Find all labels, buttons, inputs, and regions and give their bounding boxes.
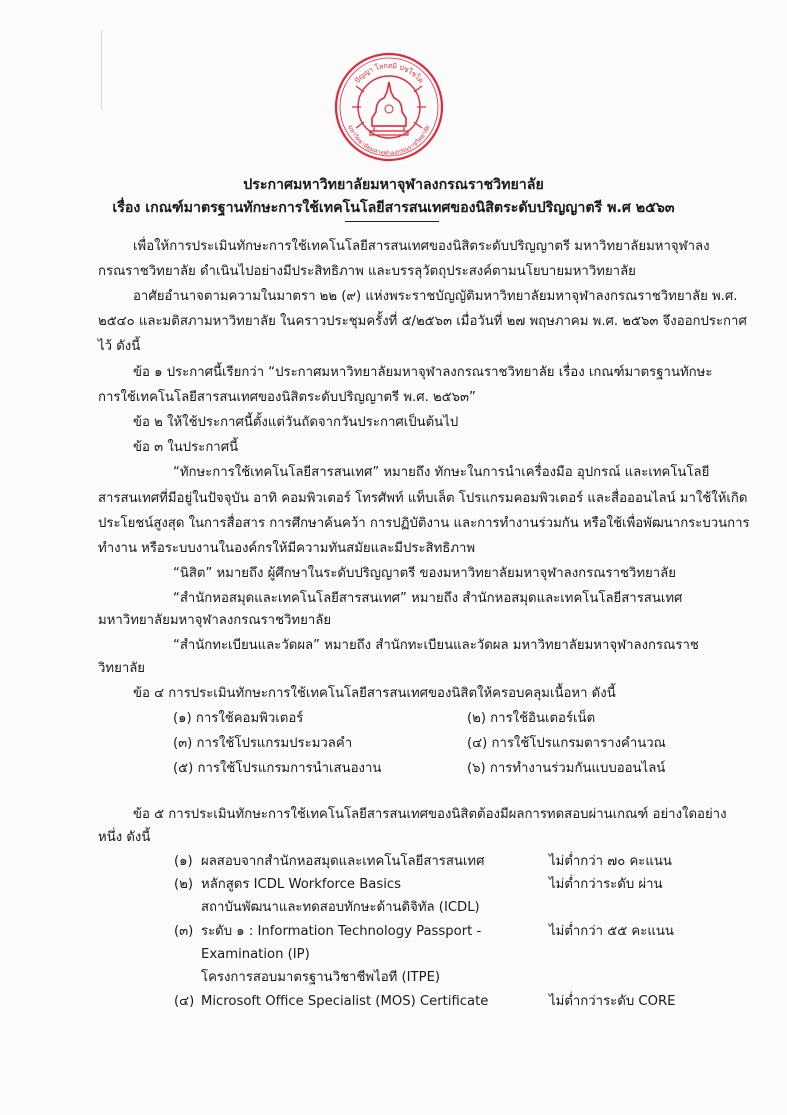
criterion-number: (๔) xyxy=(174,994,195,1009)
definition-3-line-1: “สำนักหอสมุดและเทคโนโลยีสารสนเทศ” หมายถึง สำนักหอสมุดและเทคโนโลยีสารสนเทศ xyxy=(173,591,683,606)
seal-top-text: ปัญญา โลกสมิ ปชโชโต xyxy=(353,61,425,85)
scan-artifact-line xyxy=(101,30,102,110)
criterion-threshold: ไม่ต่ำกว่าระดับ ผ่าน xyxy=(549,877,663,892)
seal-bottom-text: มหาวิทยาลัยมหาจุฬาลงกรณราชวิทยาลัย xyxy=(346,124,432,158)
definition-4-line-2: วิทยาลัย xyxy=(98,661,146,676)
definition-3-line-2: มหาวิทยาลัยมหาจุฬาลงกรณราชวิทยาลัย xyxy=(98,613,332,628)
clause-1-line-2: การใช้เทคโนโลยีสารสนเทศของนิสิตระดับปริญญาตรี พ.ศ. ๒๕๖๓” xyxy=(98,390,476,405)
criterion-text: โครงการสอบมาตรฐานวิชาชีพไอที (ITPE) xyxy=(201,970,441,985)
topic-item: (๕) การใช้โปรแกรมการนำเสนองาน xyxy=(173,761,382,776)
definition-4-line-1: “สำนักทะเบียนและวัดผล” หมายถึง สำนักทะเบียนและวัดผล มหาวิทยาลัยมหาจุฬาลงกรณราช xyxy=(173,638,699,653)
topic-item: (๑) การใช้คอมพิวเตอร์ xyxy=(173,711,304,726)
criterion-number: (๓) xyxy=(174,924,194,939)
criterion-threshold: ไม่ต่ำกว่าระดับ CORE xyxy=(549,994,676,1009)
preamble-line-2: กรณราชวิทยาลัย ดำเนินไปอย่างมีประสิทธิภาพ และบรรลุวัตถุประสงค์ตามนโยบายมหาวิทยาลัย xyxy=(98,264,636,279)
clause-4: ข้อ ๔ การประเมินทักษะการใช้เทคโนโลยีสารสนเทศของนิสิตให้ครอบคลุมเนื้อหา ดังนี้ xyxy=(133,686,616,701)
criterion-text: ระดับ ๑ : Information Technology Passport - xyxy=(201,924,482,939)
clause-2: ข้อ ๒ ให้ใช้ประกาศนี้ตั้งแต่วันถัดจากวันประกาศเป็นต้นไป xyxy=(133,415,459,430)
criterion-number: (๒) xyxy=(174,877,193,892)
clause-5-line-2: หนึ่ง ดังนี้ xyxy=(98,830,151,845)
criterion-number: (๑) xyxy=(174,854,193,869)
clause-5-line-1: ข้อ ๕ การประเมินทักษะการใช้เทคโนโลยีสารสนเทศของนิสิตต้องมีผลการทดสอบผ่านเกณฑ์ อย่างใดอย่าง xyxy=(133,807,727,822)
criterion-text: ผลสอบจากสำนักหอสมุดและเทคโนโลยีสารสนเทศ xyxy=(201,854,485,869)
criterion-threshold: ไม่ต่ำกว่า ๗๐ คะแนน xyxy=(549,854,672,869)
topic-item: (๒) การใช้อินเตอร์เน็ต xyxy=(467,711,596,726)
definition-1-line-2: สารสนเทศที่มีอยู่ในปัจจุบัน อาทิ คอมพิวเตอร์ โทรศัพท์ แท็บเล็ต โปรแกรมคอมพิวเตอร์ และสื่อออนไลน์ มาใช้ให้เกิด xyxy=(98,491,748,506)
criterion-text: สถาบันพัฒนาและทดสอบทักษะด้านดิจิทัล (ICDL) xyxy=(201,900,480,915)
definition-1-line-4: ทำงาน หรือระบบงานในองค์กรให้มีความทันสมัยและมีประสิทธิภาพ xyxy=(98,541,476,556)
criterion-threshold: ไม่ต่ำกว่า ๕๕ คะแนน xyxy=(549,924,674,939)
announcement-subject: เรื่อง เกณฑ์มาตรฐานทักษะการใช้เทคโนโลยีสารสนเทศของนิสิตระดับปริญญาตรี พ.ศ ๒๕๖๓ xyxy=(112,200,675,216)
definition-2: “นิสิต” หมายถึง ผู้ศึกษาในระดับปริญญาตรี ของมหาวิทยาลัยมหาจุฬาลงกรณราชวิทยาลัย xyxy=(173,566,676,581)
definition-1-line-1: “ทักษะการใช้เทคโนโลยีสารสนเทศ” หมายถึง ทักษะในการนำเครื่องมือ อุปกรณ์ และเทคโนโลยี xyxy=(173,465,710,480)
authority-line-3: ไว้ ดังนี้ xyxy=(98,339,141,354)
criterion-text: Microsoft Office Specialist (MOS) Certificate xyxy=(201,994,489,1009)
definition-1-line-3: ประโยชน์สูงสุด ในการสื่อสาร การศึกษาค้นคว้า การปฏิบัติงาน และการทำงานร่วมกัน หรือใช้เพื่อพัฒนากระบวนการ xyxy=(98,516,750,531)
title-divider xyxy=(345,221,439,222)
authority-line-2: ๒๕๔๐ และมติสภามหาวิทยาลัย ในคราวประชุมครั้งที่ ๕/๒๕๖๓ เมื่อวันที่ ๒๗ พฤษภาคม พ.ศ. ๒๕๖๓ จึงออกประกาศ xyxy=(98,314,747,329)
clause-1-line-1: ข้อ ๑ ประกาศนี้เรียกว่า “ประกาศมหาวิทยาลัยมหาจุฬาลงกรณราชวิทยาลัย เรื่อง เกณฑ์มาตรฐานทักษะ xyxy=(133,365,713,380)
preamble-line-1: เพื่อให้การประเมินทักษะการใช้เทคโนโลยีสารสนเทศของนิสิตระดับปริญญาตรี มหาวิทยาลัยมหาจุฬาลง xyxy=(133,239,710,254)
topic-item: (๔) การใช้โปรแกรมตารางคำนวณ xyxy=(467,736,666,751)
criterion-text: หลักสูตร ICDL Workforce Basics xyxy=(201,877,402,892)
topic-item: (๖) การทำงานร่วมกันแบบออนไลน์ xyxy=(467,761,666,776)
topic-item: (๓) การใช้โปรแกรมประมวลคำ xyxy=(173,736,353,751)
clause-3: ข้อ ๓ ในประกาศนี้ xyxy=(133,440,239,455)
announcement-title: ประกาศมหาวิทยาลัยมหาจุฬาลงกรณราชวิทยาลัย xyxy=(243,177,544,193)
authority-line-1: อาศัยอำนาจตามความในมาตรา ๒๒ (๙) แห่งพระราชบัญญัติมหาวิทยาลัยมหาจุฬาลงกรณราชวิทยาลัย พ.ศ. xyxy=(133,289,738,304)
criterion-text: Examination (IP) xyxy=(201,947,310,962)
university-seal-logo xyxy=(334,52,444,162)
